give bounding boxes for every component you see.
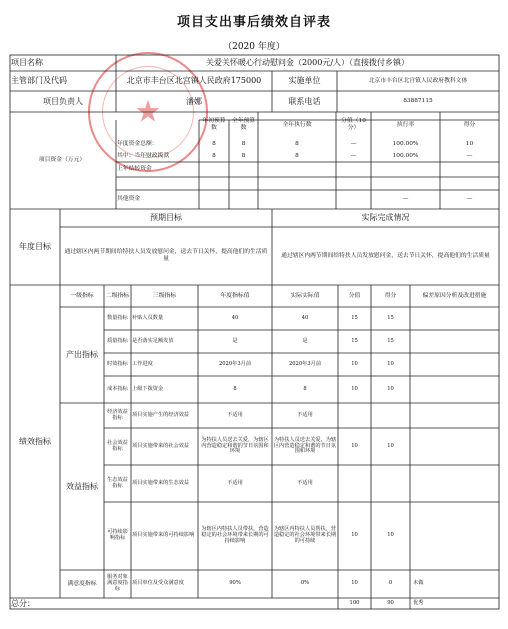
form-title: 项目支出事后绩效自评表: [176, 15, 331, 30]
funds-row-other-label: 其他资金: [117, 196, 141, 203]
ind-l2: 服务对象满意度指标: [107, 574, 128, 592]
funds-header-executed: 全年执行数: [282, 121, 312, 128]
funds-header-budget-start: 年初预算数: [202, 118, 226, 131]
ind-header-points: 分值: [348, 292, 361, 299]
funds-header-budget-year: 全年预算数: [231, 118, 256, 131]
funds-cell: —: [350, 140, 357, 147]
funds-cell: —: [350, 152, 357, 159]
ind-header-actual: 实际实际值: [290, 292, 320, 299]
impl-value: 北京市丰台区北宫镇人民政府教科文体: [368, 77, 468, 84]
ind-score: 0: [388, 580, 393, 587]
funds-row-total-label: 年度资金总额：: [117, 140, 158, 147]
leader-value: 潘娜: [186, 96, 202, 106]
ind-points: 15: [351, 314, 358, 321]
ind-l3: 上级下拨资金: [132, 385, 164, 392]
ind-header-score: 得分: [384, 292, 397, 299]
ind-score: 15: [387, 314, 394, 321]
total-label: 总分：: [11, 598, 35, 608]
ind-header-target: 年度指标值: [220, 292, 250, 299]
funds-cell: 100.00%: [392, 152, 419, 159]
ind-l2: 经济效益指标: [107, 408, 128, 421]
ind-header-l3: 三级指标: [152, 292, 177, 299]
goal-expected-header: 预期目标: [150, 213, 182, 223]
ind-header-reason: 偏差原因分析及改进措施: [422, 292, 487, 299]
ind-l2: 时效指标: [107, 360, 128, 367]
ind-l2: 质量指标: [107, 337, 128, 344]
funds-cell: —: [466, 196, 473, 203]
funds-row-label: 项目资金（万元）: [38, 156, 86, 163]
group-output: 产出指标: [66, 350, 98, 360]
ind-actual: 2020年3月前: [288, 360, 322, 367]
funds-cell: 8: [295, 152, 299, 159]
funds-cell: 8: [212, 152, 216, 159]
phone-value: 83887115: [403, 98, 433, 105]
ind-target: 90%: [229, 580, 241, 587]
ind-actual: 为特扶人员送去关爱，为辖区内营造稳定和谐的节日氛围和环境: [273, 436, 337, 455]
ind-actual: 0%: [300, 580, 310, 587]
ind-l2: 成本指标: [107, 385, 128, 392]
ind-actual: 8: [303, 385, 307, 392]
total-score: 90: [387, 599, 394, 606]
ind-l3: 项目实施带来的可持续影响: [132, 532, 195, 539]
ind-l2: 生态效益指标: [107, 476, 128, 489]
funds-cell: 8: [212, 140, 216, 147]
ind-score: 10: [387, 532, 394, 539]
group-benefit: 效益指标: [66, 481, 98, 491]
ind-l3: 项目实施带来的生态效益: [132, 479, 190, 486]
funds-header-points: 分值（10分）: [341, 118, 366, 131]
funds-cell: —: [466, 152, 473, 159]
ind-actual: 为辖区内特扶人员帮扶，营造稳定的社会环境带来长期的可持续: [273, 526, 337, 544]
funds-cell: 8: [295, 140, 299, 147]
phone-label: 联系电话: [288, 96, 321, 106]
funds-header-rate: 执行率: [396, 121, 415, 128]
ind-l2: 数量指标: [107, 314, 128, 321]
dept-value: 北京市丰台区北宫镇人民政府175000: [126, 76, 262, 86]
ind-target: 为特扶人员送去关爱，为辖区内营造稳定和谐的节日氛围和环境: [201, 436, 269, 455]
funds-cell: 100.00%: [392, 140, 419, 147]
impl-label: 实施单位: [288, 76, 321, 86]
ind-score: 10: [387, 360, 394, 367]
ind-score: 10: [387, 385, 394, 392]
ind-l3: 项目实施带来的社会效益: [132, 442, 190, 449]
ind-l3: 补贴人员数量: [132, 314, 164, 321]
ind-l3: 是否落实足额发放: [132, 337, 174, 344]
goal-expected-text: 通过辖区内两节期间给特扶人员发放慰问金，送去节日关怀，提高他们的生活质量: [64, 249, 268, 262]
funds-cell: 8: [241, 152, 246, 159]
ind-l3: 项目单位及受众满意度: [132, 580, 184, 587]
funds-cell: 8: [241, 140, 246, 147]
funds-row-carryover-label: 上年结转资金: [117, 166, 152, 173]
ind-points: 10: [351, 442, 358, 449]
leader-label: 项目负责人: [43, 96, 83, 106]
seal-star-icon: ★: [134, 94, 162, 130]
ind-l3: 工作进度: [132, 360, 153, 367]
ind-actual: 不适用: [297, 479, 313, 486]
ind-header-l1: 一级指标: [70, 292, 94, 299]
form-year: （2020 年度）: [223, 42, 285, 52]
funds-cell: 10: [465, 140, 474, 147]
goal-actual-text: 通过辖区内两节期间给特扶人员发放慰问金，送去节日关怀，提高他们的生活质量: [281, 252, 490, 259]
ind-points: 10: [351, 385, 358, 392]
ind-target: 是: [232, 337, 238, 344]
project-name-label: 项目名称: [11, 58, 43, 68]
ind-target: 不适用: [227, 479, 243, 486]
ind-score: 10: [387, 442, 394, 449]
goal-row-label: 年度目标: [19, 242, 51, 252]
dept-label: 主管部门及代码: [11, 76, 67, 86]
ind-points: 10: [351, 580, 358, 587]
ind-l3: 项目实施产生的经济效益: [132, 411, 190, 418]
funds-row-fiscal-label: 其中：当年财政拨款: [117, 152, 170, 159]
ind-l2: 社会效益指标: [107, 439, 128, 452]
total-points: 100: [349, 599, 360, 606]
ind-reason: 未做: [413, 580, 424, 587]
goal-actual-header: 实际完成情况: [361, 213, 410, 223]
ind-target: 8: [233, 385, 237, 392]
group-satisfaction: 满意度指标: [67, 580, 97, 587]
funds-header-score: 得分: [463, 121, 476, 128]
ind-target: 2020年3月前: [218, 360, 252, 367]
ind-header-l2: 二级指标: [105, 292, 130, 299]
ind-points: 10: [351, 360, 358, 367]
ind-target: 不适用: [227, 411, 243, 418]
ind-target: 为辖区内特扶人员带扶，营造稳定的社会环境带来长期的可持续影响: [201, 526, 269, 544]
ind-actual: 是: [302, 337, 308, 344]
ind-actual: 40: [301, 314, 309, 321]
indicators-side-label: 绩效指标: [19, 436, 51, 446]
ind-actual: 不适用: [297, 411, 313, 418]
ind-target: 40: [231, 314, 239, 321]
ind-l2: 可持续影响指标: [107, 529, 128, 541]
ind-points: 15: [351, 337, 358, 344]
ind-points: 10: [351, 532, 358, 539]
total-grade: 优秀: [413, 599, 424, 606]
project-name-value: 关爱关怀暖心行动慰问金（2000元/人）（直接拨付乡镇）: [205, 58, 410, 68]
funds-cell: —: [402, 196, 409, 203]
ind-score: 15: [387, 337, 394, 344]
